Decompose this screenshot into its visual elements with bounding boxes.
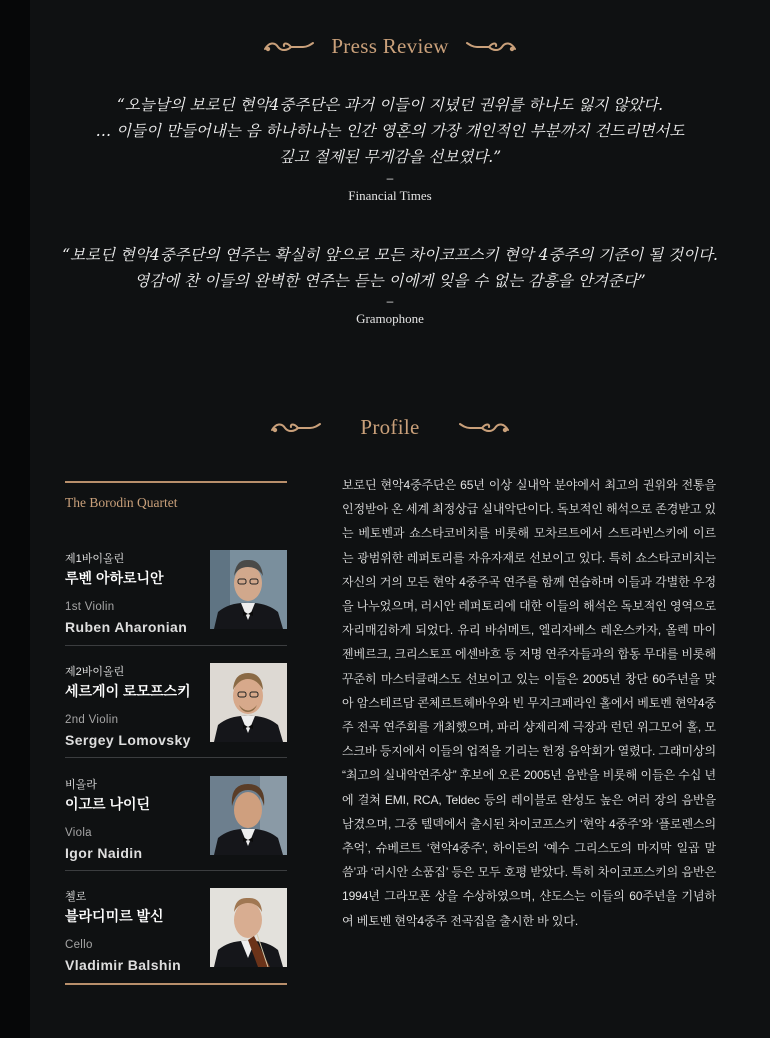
quote-dash: – — [386, 171, 394, 185]
member-name-kr: 블라디미르 발신 — [65, 908, 164, 924]
bottom-rule — [65, 983, 287, 985]
quote-line: 영감에 찬 이들의 완벽한 연주는 듣는 이에게 잊을 수 없는 감흥을 안겨준다” — [134, 272, 646, 290]
profile-heading — [30, 415, 750, 440]
member-role-en: 1st Violin — [65, 601, 115, 613]
member-photo — [210, 663, 287, 742]
quote-line: “보로딘 현악4중주단의 연주는 확실히 앞으로 모든 차이코프스키 현악 4중주의 기준이 될 것이다. — [62, 246, 718, 264]
profile-title: Profile — [360, 415, 420, 439]
member-card — [65, 888, 287, 980]
press-review-heading — [30, 34, 750, 59]
member-name-en: Sergey Lomovsky — [65, 732, 191, 748]
quote-line: … 이들이 만들어내는 음 하나하나는 인간 영혼의 가장 개인적인 부분까지 건드리면서도 — [95, 122, 685, 140]
member-role-kr: 비올라 — [65, 779, 97, 791]
quartet-name: The Borodin Quartet — [65, 495, 178, 510]
top-rule — [65, 481, 287, 483]
member-name-kr: 세르게이 로모프스키 — [65, 683, 191, 699]
member-role-kr: 제2바이올린 — [65, 666, 125, 678]
member-role-kr: 첼로 — [65, 891, 87, 903]
left-ornament-icon — [263, 40, 315, 54]
member-name-en: Igor Naidin — [65, 845, 143, 861]
member-name-en: Vladimir Balshin — [65, 957, 182, 973]
right-ornament-icon — [465, 40, 517, 54]
member-name-en: Ruben Aharonian — [65, 619, 188, 635]
member-photo — [210, 550, 287, 629]
quote-line: 깊고 절제된 무게감을 선보였다.” — [278, 148, 502, 166]
press-quote — [30, 92, 750, 170]
member-role-kr: 제1바이올린 — [65, 553, 125, 565]
profile-body: 보로딘 현악4중주단은 65년 이상 실내악 분야에서 최고의 권위와 전통을 인정받아 온 세계 최정상급 실내악단이다. 독보적인 해석으로 존경받고 있는 베토벤과 쇼스타코비치를 비롯해 모차르트에서 스트라빈스키에 이르는 광범위한 레퍼토리를 자유자재로 선보이고 있다. 특히 쇼스타코비치는 자신의 거의 모든 현악 4중주곡 연주를 함께 연습하며 이들과 각별한 우정을 나누었으며, 러시안 레퍼토리에 대한 이들의 해석은 독보적인 영역으로 자리매김하게 되었다. 유리 바쉬메트, 엘리자베스 레온스카자, 올렉 마이젠베르크, 크리스토프 에센바흐 등 저명 연주자들과의 합동 무대를 비롯해 꾸준히 마스터클래스도 선보이고 있는 이들은 2005년 창단 60주년을 맞아 암스테르담 콘체르트헤바우와 빈 무지크페라인 홀에서 베토벤 현악4중주 전곡 연주회를 개최했으며, 파리 샹제리제 극장과 런던 위그모어 홀, 모스크바 등지에서 이들의 업적을 기리는 헌정 음악회가 열렸다. 그래미상의 “최고의 실내악연주상” 후보에 오른 2005년 음반을 비롯해 이들은 수십 년에 걸쳐 EMI, RCA, Teldec 등의 레이블로 완성도 높은 여러 장의 음반을 남겼으며, 그중 텔덱에서 출시된 차이코프스키 ‘현악 4중주’와 ‘플로렌스의 추억’, 슈베르트 ‘현악4중주’, 하이든의 ‘예수 그리스도의 마지막 일곱 말씀’과 ‘러시안 소품집’ 등은 모두 호평 받았다. 특히 차이코프스키의 음반은 1994년 그라모폰 상을 수상하였으며, 샨도스는 이들의 60주년을 기념하여 베토벤 현악4중주 전곡집을 출시한 바 있다. — [342, 478, 716, 928]
page — [30, 0, 770, 1038]
member-name-kr: 이고르 나이딘 — [65, 796, 151, 812]
member-role-en: Viola — [65, 827, 92, 839]
right-ornament-icon — [458, 421, 510, 435]
left-ornament-icon — [270, 421, 322, 435]
quote-source: Financial Times — [348, 188, 432, 203]
member-role-en: Cello — [65, 939, 93, 951]
member-divider — [65, 870, 287, 871]
quote-line: “오늘날의 보로딘 현악4중주단은 과거 이들이 지녔던 권위를 하나도 잃지 않았다. — [116, 96, 664, 114]
press-review-title: Press Review — [331, 34, 449, 58]
member-photo — [210, 776, 287, 855]
quote-source: Gramophone — [356, 311, 424, 326]
member-card — [65, 663, 287, 755]
member-card — [65, 550, 287, 642]
press-quote — [30, 242, 750, 294]
member-card — [65, 776, 287, 868]
quote-dash: – — [386, 294, 394, 308]
member-divider — [65, 645, 287, 646]
member-divider — [65, 757, 287, 758]
member-role-en: 2nd Violin — [65, 714, 119, 726]
member-name-kr: 루벤 아하로니안 — [65, 570, 164, 586]
member-photo — [210, 888, 287, 967]
